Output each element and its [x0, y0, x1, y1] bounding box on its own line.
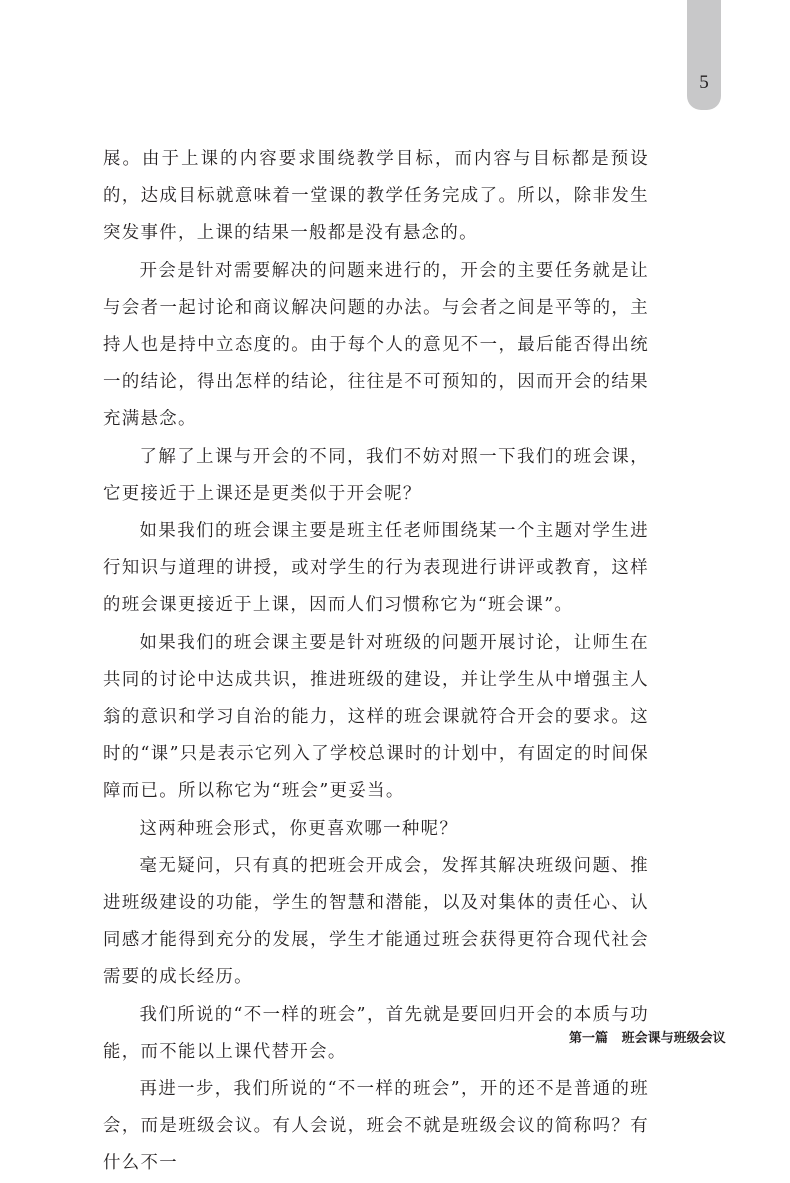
page-number-tab — [687, 0, 721, 110]
running-footer — [569, 1027, 726, 1046]
paragraph-9: 再进一步，我们所说的“不一样的班会”，开的还不是普通的班会，而是班级会议。有人会说，班会不就是班级会议的简称吗？有什么不一 — [103, 1079, 649, 1174]
paragraph-5: 如果我们的班会课主要是针对班级的问题开展讨论，让师生在共同的讨论中达成共识，推进班级的建设，并让学生从中增强主人翁的意识和学习自治的能力，这样的班会课就符合开会的要求。这时的“课”只是表示它列入了学校总课时的计划中，有固定的时间保障而已。所以称它为“班会”更妥当。 — [103, 632, 649, 802]
page-number: 5 — [699, 72, 709, 93]
paragraph-2: 开会是针对需要解决的问题来进行的，开会的主要任务就是让与会者一起讨论和商议解决问题的办法。与会者之间是平等的，主持人也是持中立态度的。由于每个人的意见不一，最后能否得出统一的结论，得出怎样的结论，往往是不可预知的，因而开会的结果充满悬念。 — [103, 260, 649, 430]
paragraph-3: 了解了上课与开会的不同，我们不妨对照一下我们的班会课，它更接近于上课还是更类似于开会呢？ — [103, 446, 649, 504]
footer-title: 班会课与班级会议 — [621, 1031, 726, 1046]
paragraph-1: 展。由于上课的内容要求围绕教学目标，而内容与目标都是预设的，达成目标就意味着一堂课的教学任务完成了。所以，除非发生突发事件，上课的结果一般都是没有悬念的。 — [103, 149, 649, 244]
paragraph-6: 这两种班会形式，你更喜欢哪一种呢？ — [139, 818, 459, 839]
paragraph-8: 我们所说的“不一样的班会”，首先就是要回归开会的本质与功能，而不能以上课代替开会。 — [103, 1004, 649, 1062]
body-text — [103, 141, 649, 1183]
paragraph-7: 毫无疑问，只有真的把班会开成会，发挥其解决班级问题、推进班级建设的功能，学生的智慧和潜能，以及对集体的责任心、认同感才能得到充分的发展，学生才能通过班会获得更符合现代社会需要的成长经历。 — [103, 855, 649, 988]
paragraph-4: 如果我们的班会课主要是班主任老师围绕某一个主题对学生进行知识与道理的讲授，或对学生的行为表现进行讲评或教育，这样的班会课更接近于上课，因而人们习惯称它为“班会课”。 — [103, 521, 649, 616]
footer-part: 第一篇 — [569, 1031, 609, 1046]
